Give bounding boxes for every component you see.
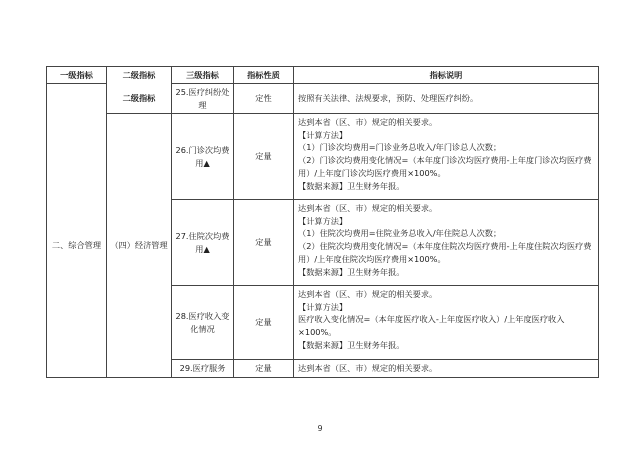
description-line: （1）住院次均费用=住院业务总收入/年住院总人次数； xyxy=(298,228,502,239)
indicator-table-container xyxy=(46,66,598,378)
description-line: 【数据来源】卫生财务年报。 xyxy=(298,266,405,277)
description-line: （2）门诊次均费用变化情况=（本年度门诊次均医疗费用-上年度门诊次均医疗费用）/上年度门诊次均医疗费用×100%。 xyxy=(298,155,592,178)
description-line: 达到本省（区、市）规定的相关要求。 xyxy=(298,117,438,127)
description-cell xyxy=(294,114,599,200)
description-line: 按照有关法律、法规要求，预防、处理医疗纠纷。 xyxy=(298,93,479,104)
level1-name: 二、综合管理 xyxy=(47,114,107,378)
header-level2: 二级指标 xyxy=(107,67,172,84)
level3-name: 28.医疗收入变化情况 xyxy=(172,286,234,360)
level3-name: 29.医疗服务 xyxy=(172,360,234,378)
description-line: 【计算方法】 xyxy=(298,215,348,226)
level3-name: 26.门诊次均费用▲ xyxy=(172,114,234,200)
level2-name: （四）经济管理 xyxy=(107,114,172,378)
description-line: 达到本省（区、市）规定的相关要求。 xyxy=(298,203,438,213)
table-row xyxy=(47,114,599,200)
header-nature: 指标性质 xyxy=(234,67,294,84)
level3-name: 25.医疗纠纷处理 xyxy=(172,84,234,114)
indicator-table xyxy=(46,66,599,378)
description-line: 【计算方法】 xyxy=(298,301,348,312)
nature-value: 定量 xyxy=(234,114,294,200)
header-description: 指标说明 xyxy=(294,67,599,84)
page-number: 9 xyxy=(317,424,323,433)
description-cell xyxy=(294,200,599,286)
nature-value: 定量 xyxy=(234,360,294,378)
description-line: 医疗收入变化情况=（本年度医疗收入-上年度医疗收入）/上年度医疗收入×100%。 xyxy=(298,314,565,338)
description-cell xyxy=(294,286,599,360)
table-header-row xyxy=(47,67,599,84)
nature-value: 定量 xyxy=(234,200,294,286)
description-line: 【计算方法】 xyxy=(298,129,348,140)
description-line: 达到本省（区、市）规定的相关要求。 xyxy=(298,289,438,299)
level3-name: 27.住院次均费用▲ xyxy=(172,200,234,286)
table-row xyxy=(47,84,599,114)
nature-value: 定量 xyxy=(234,286,294,360)
header-level1: 一级指标 xyxy=(47,67,107,84)
description-line: 【数据来源】卫生财务年报。 xyxy=(298,339,405,350)
description-line: （2）住院次均费用变化情况=（本年度住院次均医疗费用-上年度住院次均医疗费用）/上年度住院次均医疗费用×100%。 xyxy=(298,241,592,264)
header-level3: 三级指标 xyxy=(172,67,234,84)
nature-value: 定性 xyxy=(234,84,294,114)
description-cell xyxy=(294,360,599,378)
description-cell xyxy=(294,84,599,114)
description-line: （1）门诊次均费用=门诊业务总收入/年门诊总人次数； xyxy=(298,142,502,153)
level1-cell-empty xyxy=(47,84,107,114)
description-line: 达到本省（区、市）规定的相关要求。 xyxy=(298,363,438,373)
description-line: 【数据来源】卫生财务年报。 xyxy=(298,180,405,191)
level2-header-continued: 二级指标 xyxy=(107,84,172,114)
